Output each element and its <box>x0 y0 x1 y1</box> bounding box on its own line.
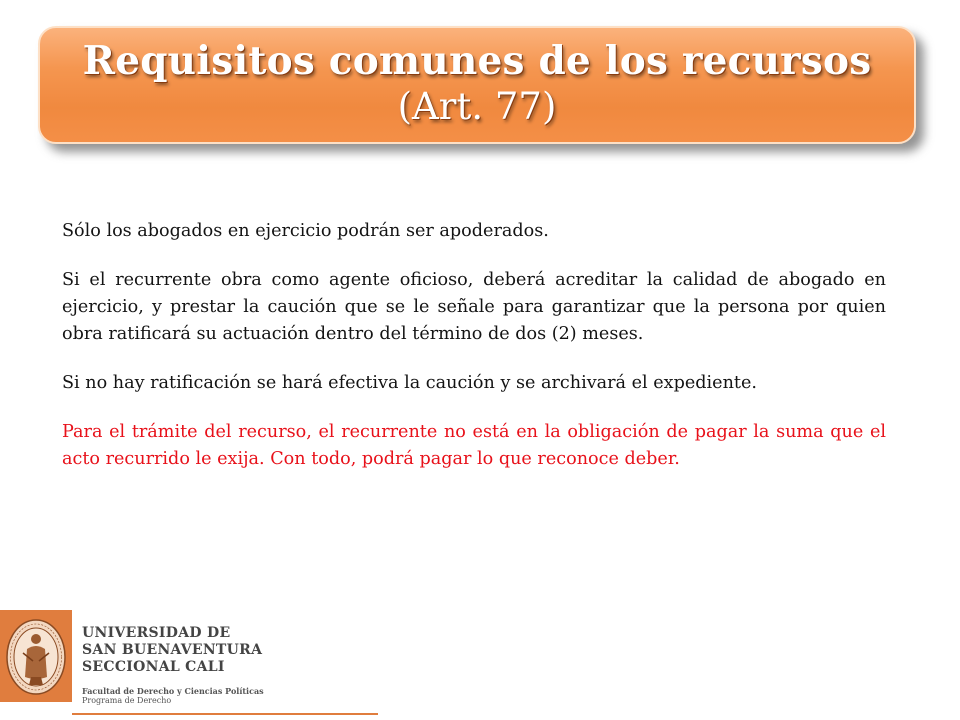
slide-title: Requisitos comunes de los recursos <box>82 38 872 84</box>
title-banner <box>38 26 920 150</box>
university-logo <box>0 610 72 702</box>
university-line-1: UNIVERSIDAD DE <box>82 625 231 641</box>
paragraph-1: Sólo los abogados en ejercicio podrán ser apoderados. <box>62 221 549 241</box>
banner-box <box>38 26 916 144</box>
paragraph-3: Si no hay ratificación se hará efectiva la caución y se archivará el expediente. <box>62 373 757 393</box>
paragraph-2: Si el recurrente obra como agente oficioso, deberá acreditar la calidad de abogado en ejercicio, y prestar la caución que se le señale para garantizar que la persona por quien obra ratificará su actuación dentro del término de dos (2) meses. <box>62 270 886 344</box>
footer-divider <box>72 713 378 715</box>
university-line-3: SECCIONAL CALI <box>82 659 225 675</box>
slide-subtitle: (Art. 77) <box>397 85 557 128</box>
paragraph-4-highlight: Para el trámite del recurso, el recurrente no está en la obligación de pagar la suma que el acto recurrido le exija. Con todo, podrá pagar lo que reconoce deber. <box>62 422 886 469</box>
university-seal-icon <box>5 617 67 697</box>
slide-body <box>62 218 886 495</box>
faculty-info <box>82 686 264 706</box>
faculty-name: Facultad de Derecho y Ciencias Políticas <box>82 686 264 696</box>
program-name: Programa de Derecho <box>82 696 172 705</box>
university-name <box>82 625 262 676</box>
university-line-2: SAN BUENAVENTURA <box>82 642 263 658</box>
